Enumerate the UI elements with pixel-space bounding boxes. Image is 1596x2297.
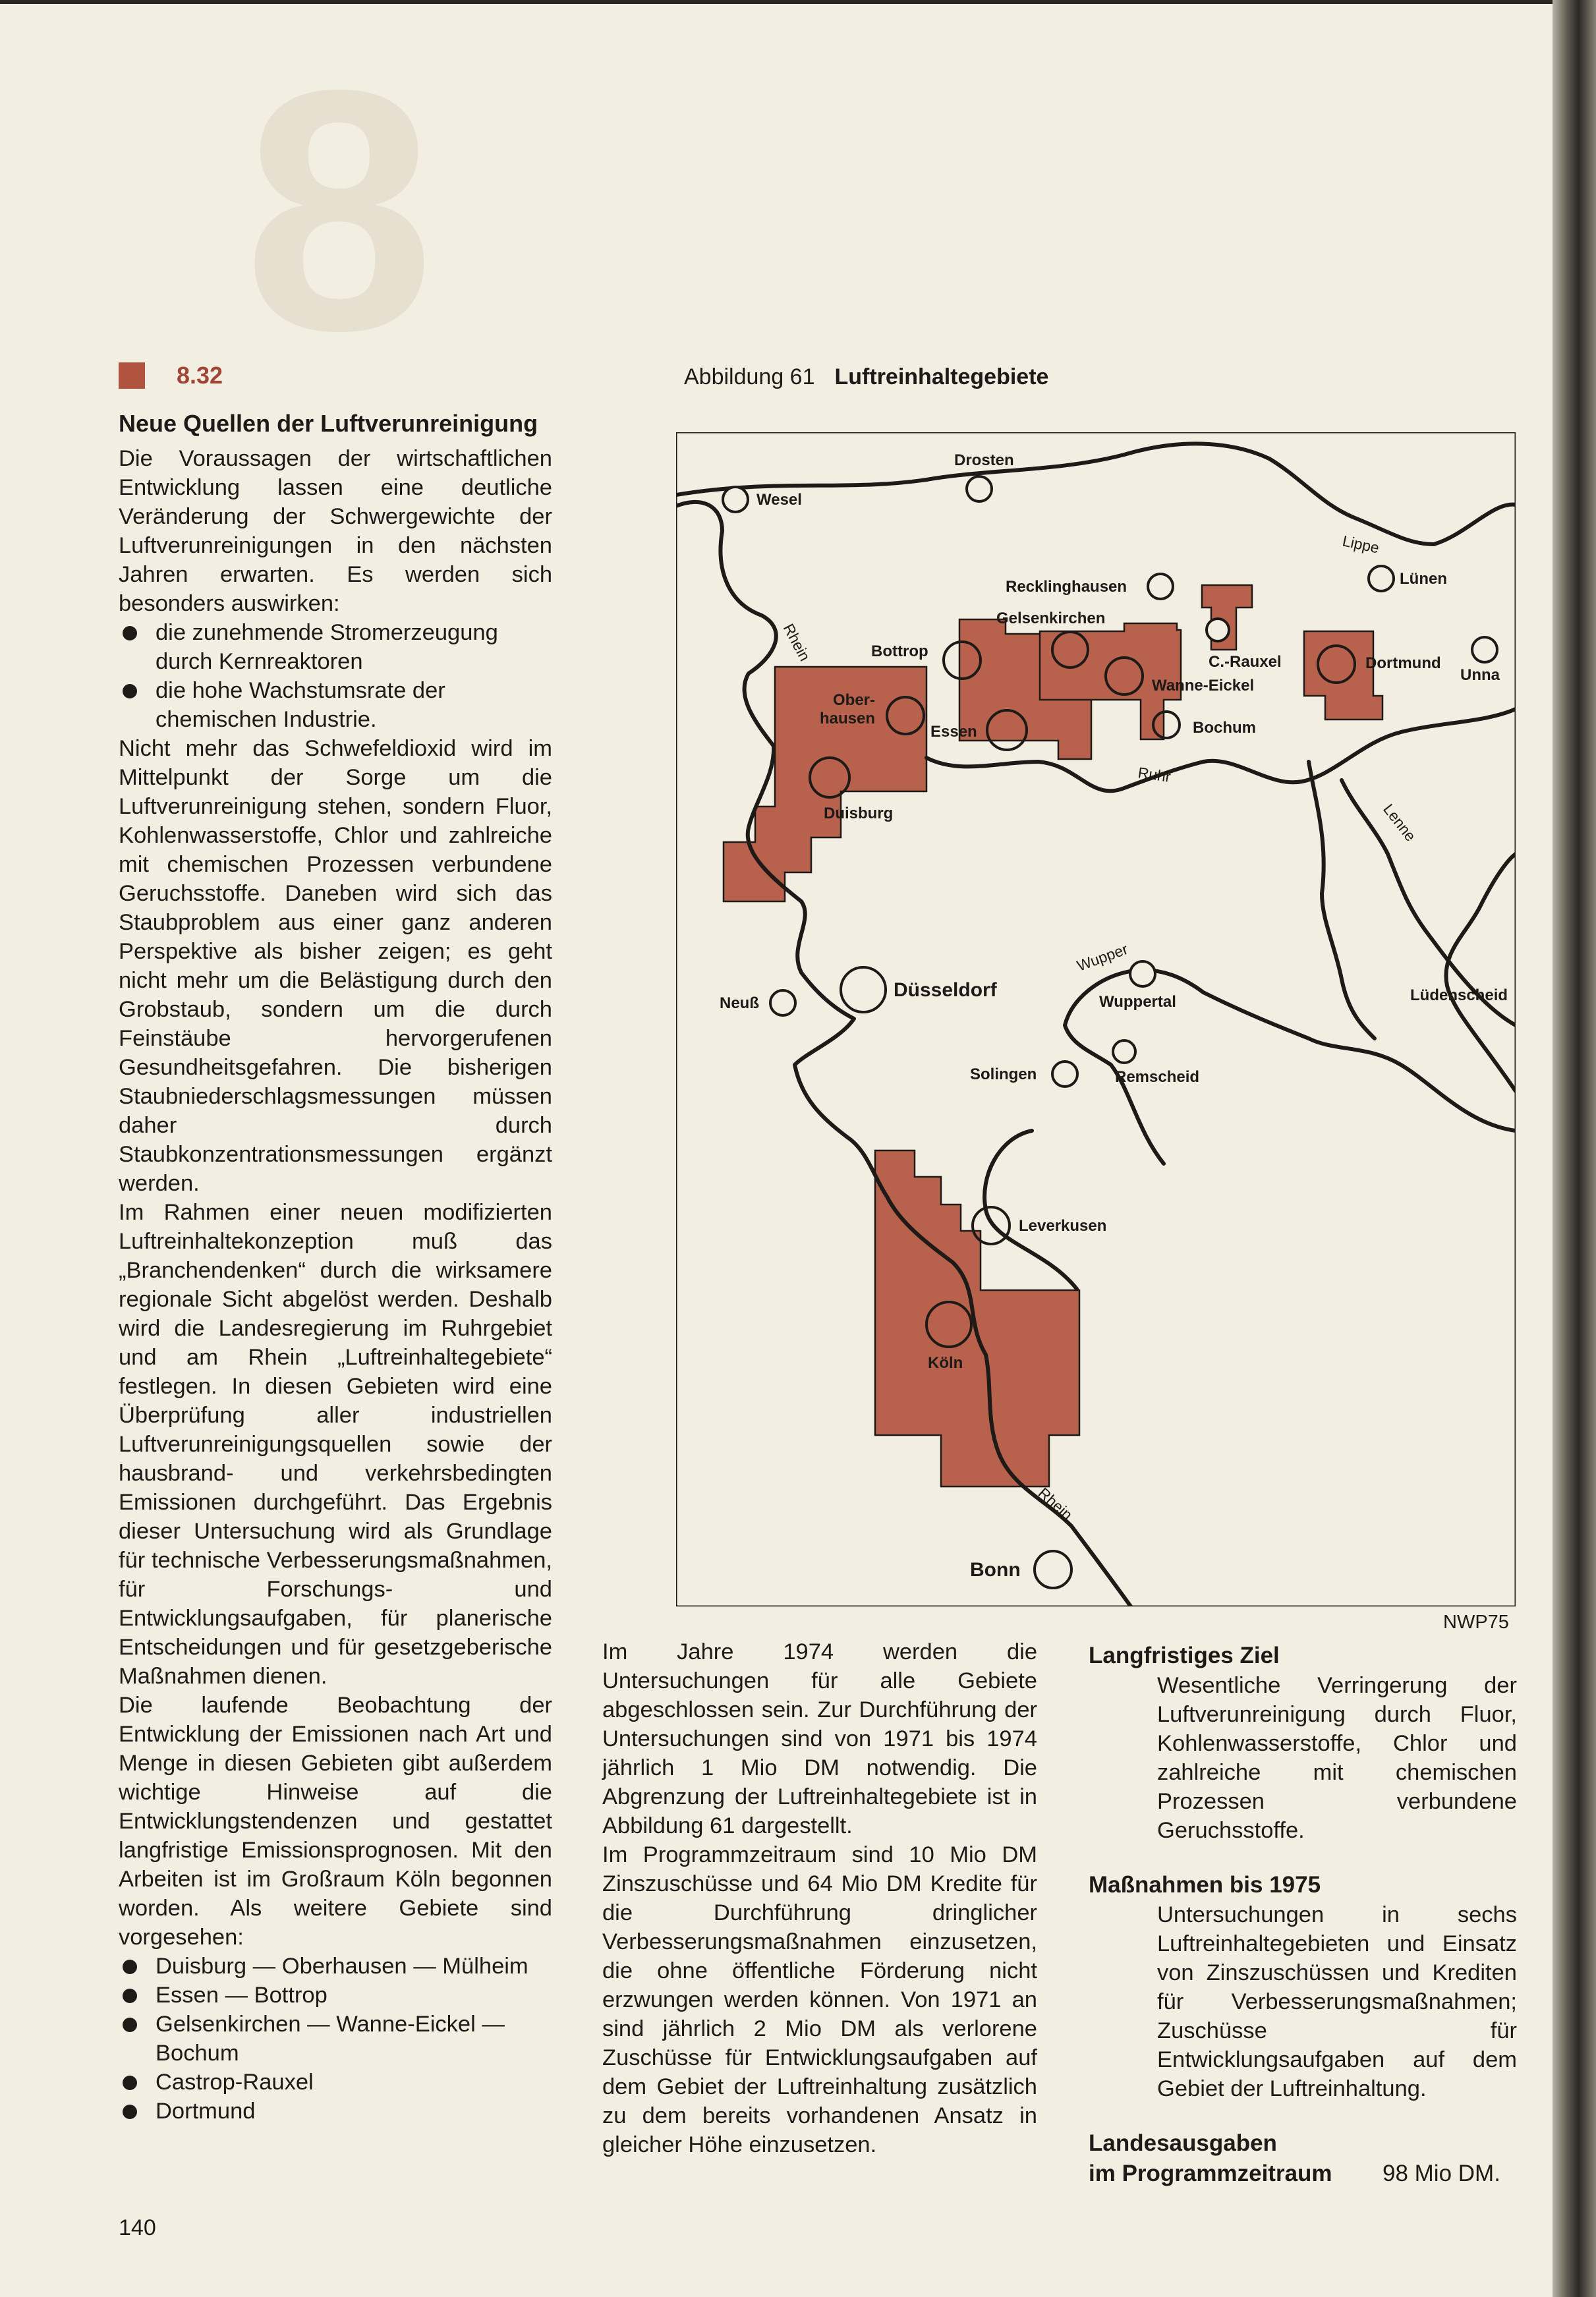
measures-box xyxy=(1089,1870,1517,2103)
goal-heading: Langfristiges Ziel xyxy=(1089,1643,1280,1668)
list-item: Gelsenkirchen — Wanne-Eickel — Bochum xyxy=(119,2010,552,2068)
list-item: Duisburg — Oberhausen — Mülheim xyxy=(119,1952,552,1981)
paragraph-funding: Im Programmzeitraum sind 10 Mio DM Zinszuschüsse und 64 Mio DM Kredite für die Durchführung dringlicher Verbesserungsmaßnahmen einzusetzen, die ohne öffentliche Förderung nicht erzwungen werden können. Von 1971 an sind jährlich 2 Mio DM als verlorene Zuschüsse für Entwicklungsaufgaben auf dem Gebiet der Luftreinhaltung zusätzlich zu dem bereits vorhandenen Ansatz in gleicher Höhe einzusetzen. xyxy=(602,1842,1037,2157)
section-number xyxy=(119,361,223,390)
river-volme xyxy=(1309,762,1375,1038)
label-rhein-south: Rhein xyxy=(1035,1484,1076,1523)
city-luenen-marker xyxy=(1369,566,1394,591)
label-bochum: Bochum xyxy=(1193,719,1256,737)
list-item: Dortmund xyxy=(119,2097,552,2126)
label-solingen: Solingen xyxy=(970,1065,1037,1083)
section-title: Neue Quellen der Luftverunreinigung xyxy=(119,410,538,437)
label-bonn: Bonn xyxy=(970,1559,1021,1581)
city-duesseldorf-marker xyxy=(841,967,886,1012)
section-marker-square-icon xyxy=(119,362,145,389)
label-neuss: Neuß xyxy=(720,994,759,1012)
label-duisburg: Duisburg xyxy=(824,805,894,822)
city-wuppertal-marker xyxy=(1130,961,1155,986)
area-koeln-leverkusen xyxy=(875,1150,1079,1487)
label-lenne: Lenne xyxy=(1380,801,1419,845)
city-neuss-marker xyxy=(770,990,795,1015)
city-solingen-marker xyxy=(1052,1062,1077,1087)
page-number: 140 xyxy=(119,2215,156,2240)
list-item: Castrop-Rauxel xyxy=(119,2068,552,2097)
city-drosten-marker xyxy=(967,476,992,501)
paragraph-observation: Die laufende Beobachtung der Entwicklung der Emissionen nach Art und Menge in diesen Gebieten gibt außerdem wichtige Hinweise auf die Entwicklungstendenzen und gestattet langfristige Emissionsprognosen. Mit den Arbeiten ist im Großraum Köln begonnen worden. Als weitere Gebiete sind vorgesehen: xyxy=(119,1693,552,1950)
city-rauxel-marker xyxy=(1207,619,1229,641)
label-dortmund: Dortmund xyxy=(1365,654,1441,672)
list-item: die zunehmende Stromerzeugung durch Kernreaktoren xyxy=(119,618,552,676)
area-dortmund xyxy=(1304,631,1382,720)
map-frame xyxy=(676,432,1516,1606)
label-oberhausen-2: hausen xyxy=(820,710,876,727)
label-drosten: Drosten xyxy=(954,451,1014,469)
page-top-edge xyxy=(0,0,1568,4)
book-binding-shadow xyxy=(1553,0,1596,2297)
measures-heading: Maßnahmen bis 1975 xyxy=(1089,1872,1321,1898)
label-recklinghausen: Recklinghausen xyxy=(1006,578,1127,596)
paragraph-concept: Im Rahmen einer neuen modifizierten Luftreinhaltekonzeption muß das „Branchendenken“ durch die wirksamere regionale Sicht abgelöst werden. Deshalb wird die Landesregierung im Ruhrgebiet und am Rhein „Luftreinhaltegebiete“ festlegen. In diesen Gebieten wird eine Überprüfung aller industriellen Luftverunreinigungsquellen sowie der hausbrand- und verkehrsbedingten Emissionen durchgeführt. Das Ergebnis dieser Untersuchung wird als Grundlage für technische Verbesserungsmaßnahmen, für Forschungs- und Entwicklungsaufgaben, für planerische Entscheidungen und für gesetzgeberische Maßnahmen dienen. xyxy=(119,1200,552,1689)
label-koeln: Köln xyxy=(928,1354,963,1372)
goal-box xyxy=(1089,1641,1517,1845)
budget-value: 98 Mio DM. xyxy=(1382,2161,1500,2186)
city-labels xyxy=(720,451,1508,1581)
label-unna: Unna xyxy=(1460,666,1500,684)
budget-heading xyxy=(1089,2128,1332,2189)
city-leverkusen-marker xyxy=(973,1207,1010,1244)
column-middle xyxy=(602,1637,1037,2159)
label-wanne: Wanne-Eickel xyxy=(1152,677,1255,695)
city-remscheid-marker xyxy=(1113,1040,1135,1063)
budget-heading-line1: Landesausgaben xyxy=(1089,2130,1277,2156)
chapter-watermark-digit: 8 xyxy=(244,19,435,402)
column-left xyxy=(119,444,552,2126)
city-recklinghausen-marker xyxy=(1148,574,1173,599)
figure-credit: NWP75 xyxy=(1443,1612,1509,1633)
label-essen: Essen xyxy=(930,723,977,741)
label-bottrop: Bottrop xyxy=(871,642,928,660)
city-wesel-marker xyxy=(723,487,748,512)
bullet-list-impacts xyxy=(119,618,552,734)
label-rauxel: C.-Rauxel xyxy=(1209,653,1282,671)
river-lippe xyxy=(676,443,1516,544)
label-wesel: Wesel xyxy=(756,491,802,509)
section-number-text: 8.32 xyxy=(177,362,223,389)
label-lippe: Lippe xyxy=(1340,532,1381,557)
label-leverkusen: Leverkusen xyxy=(1019,1217,1107,1235)
label-gelsenkirchen: Gelsenkirchen xyxy=(996,610,1106,627)
paragraph-intro: Die Voraussagen der wirtschaftlichen Entwicklung lassen eine deutliche Veränderung der Schwergewichte der Luftverunreinigungen in den nächsten Jahren erwarten. Es werden sich besonders auswirken: xyxy=(119,446,552,616)
city-bonn-marker xyxy=(1035,1551,1071,1588)
label-duesseldorf: Düsseldorf xyxy=(894,979,997,1001)
label-wupper: Wupper xyxy=(1074,940,1131,975)
label-rhein-north: Rhein xyxy=(780,621,814,664)
area-castrop-rauxel xyxy=(1202,585,1252,650)
figure-title: Luftreinhaltegebiete xyxy=(834,364,1049,389)
paragraph-pollutants: Nicht mehr das Schwefeldioxid wird im Mittelpunkt der Sorge um die Luftverunreinigung stehen, sondern Fluor, Kohlenwasserstoffe, Chlor und zahlreiche mit chemischen Prozessen verbundene Geruchsstoffe. Daneben wird sich das Staubproblem aus einer ganz anderen Perspektive als bisher zeigen; es geht nicht mehr um die Belästigung durch den Grobstaub, sondern um die durch Feinstäube hervorgerufenen Gesundheitsgefahren. Die bisherigen Staubniederschlagsmessungen müssen daher durch Staubkonzentrationsmessungen ergänzt werden. xyxy=(119,736,552,1196)
map-luftreinhaltegebiete xyxy=(676,432,1516,1606)
label-ruhr: Ruhr xyxy=(1137,764,1172,785)
list-item: Essen — Bottrop xyxy=(119,1981,552,2010)
list-item: die hohe Wachstumsrate der chemischen Industrie. xyxy=(119,676,552,734)
label-luedenscheid: Lüdenscheid xyxy=(1410,986,1508,1004)
area-duisburg-oberhausen xyxy=(724,667,926,901)
label-remscheid: Remscheid xyxy=(1115,1068,1200,1086)
label-luenen: Lünen xyxy=(1400,570,1447,588)
paragraph-investigation: Im Jahre 1974 werden die Untersuchungen für alle Gebiete abgeschlossen sein. Zur Durchführung der Untersuchungen sind von 1971 bis 1974 jährlich 1 Mio DM notwendig. Die Abgrenzung der Luftreinhaltegebiete ist in Abbildung 61 dargestellt. xyxy=(602,1639,1037,1838)
budget-heading-line2: im Programmzeitraum xyxy=(1089,2161,1332,2186)
label-wuppertal: Wuppertal xyxy=(1099,993,1176,1011)
label-oberhausen-1: Ober- xyxy=(833,691,876,709)
figure-label: Abbildung 61 xyxy=(684,364,815,389)
goal-text: Wesentliche Verringerung der Luftverunreinigung durch Fluor, Kohlenwasserstoffe, Chlor und zahlreiche mit chemischen Prozessen verbundene Geruchsstoffe. xyxy=(1157,1673,1517,1843)
city-unna-marker xyxy=(1472,637,1497,662)
bullet-list-areas xyxy=(119,1952,552,2126)
measures-text: Untersuchungen in sechs Luftreinhaltegebieten und Einsatz von Zinszuschüssen und Krediten für Verbesserungsmaßnahmen; Zuschüsse für Entwicklungsaufgaben auf dem Gebiet der Luftreinhaltung. xyxy=(1157,1902,1517,2101)
figure-caption xyxy=(684,362,1048,391)
